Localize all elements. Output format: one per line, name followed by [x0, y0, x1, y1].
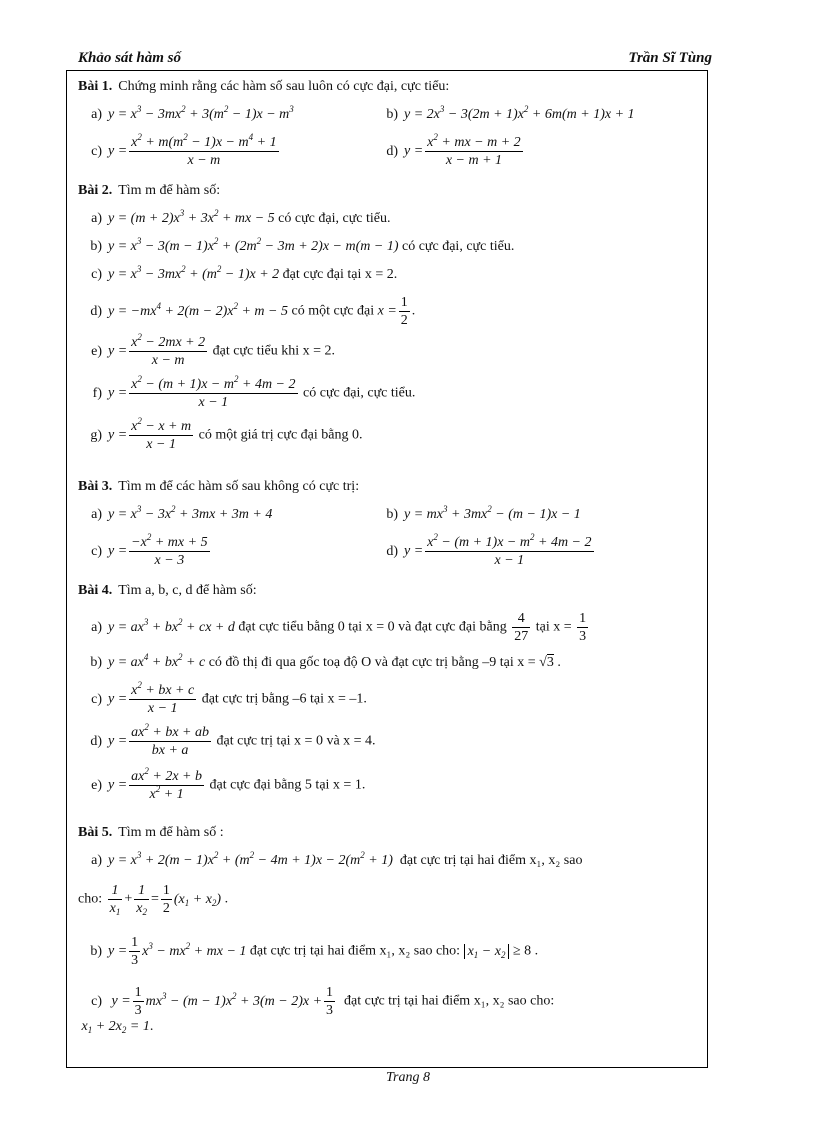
bai4-c: c) y = $\frac{x^2 + bx + c}{x - 1}$ đạt cực trị bằng –6 tại x = –1. [91, 680, 367, 716]
header-title: Khảo sát hàm số [78, 50, 181, 66]
bai4-d: d) y = $\frac{ax^2 + bx + ab}{bx + a}$ đạt cực trị tại x = 0 và x = 4. [90, 722, 376, 758]
bai5-b: b) y = $\frac{1}{3}$ $x^3 - mx^2$ + mx − 1 đạt cực trị tại hai điểm x₁, x₂ sao cho: $x_1 - x_2 \ge 8$ . [90, 935, 539, 968]
bai2-b: b) $y = x^3 - 3(m - 1)x^2 + (2m^2 - 3m + 2)x - m(m - 1)$ có cực đại, cực tiểu. [90, 236, 515, 254]
header-author: Trần Sĩ Tùng [628, 50, 712, 66]
bai3-ab: a) $y = x^3 - 3x^2 + 3mx + 3m + 4$ b) $y = mx^3 + 3mx^2 - (m - 1)x - 1$ [91, 504, 581, 522]
bai3-cd: c) y = $\frac{-x^2 + mx + 5}{x - 3}$ d) y = $\frac{x^2 - (m + 1)x - m^2 + 4m - 2}{x - 1}$ [91, 532, 592, 568]
bai2-f: f) y = $\frac{x^2 - (m + 1)x - m^2 + 4m - 2}{x - 1}$ có cực đại, cực tiểu. [92, 374, 416, 410]
bai5-a: a) $y = x^3 + 2(m - 1)x^2 + (m^2 - 4m + 1)x - 2(m^2 + 1)$ đạt cực trị tại hai điểm x₁, x₂ sao [91, 850, 583, 868]
bai2-e: e) y = $\frac{x^2 - 2mx + 2}{x - m}$ đạt cực tiểu khi x = 2. [91, 332, 336, 368]
bai2-heading: Bài 2. Tìm m để hàm số: [78, 183, 221, 198]
bai4-a: a) $y = ax^3 + bx^2$ + cx + d đạt cực tiểu bằng 0 tại x = 0 và đạt cực đại bằng $\frac{4}{27}$ tại x = $\frac{1}{3}$ [91, 611, 587, 644]
bai5-c-condition: $x_1 + 2x_2 = 1$. [78, 1019, 154, 1035]
bai2-g: g) y = $\frac{x^2 - x + m}{x - 1}$ có một giá trị cực đại bằng 0. [90, 416, 363, 452]
bai2-a: a) $y = (m + 2)x^3 + 3x^2$ + mx − 5 có cực đại, cực tiểu. [91, 208, 391, 226]
bai2-c: c) $y = x^3 - 3mx^2 + (m^2 - 1)x + 2$ đạt cực đại tại x = 2. [91, 264, 398, 282]
bai4-e: e) y = $\frac{ax^2 + 2x + b}{x^2 + 1}$ đạt cực đại bằng 5 tại x = 1. [91, 766, 366, 802]
bai3-heading: Bài 3. Tìm m để các hàm số sau không có cực trị: [78, 479, 360, 494]
bai2-d: d) $y = -mx^4 + 2(m - 2)x^2 + m - 5$ có một cực đại x = $\frac{1}{2}$ . [90, 295, 416, 328]
bai5-c: c) y = $\frac{1}{3}$ $mx^3 - (m - 1)x^2 + 3(m - 2)x$ + $\frac{1}{3}$ đạt cực trị tại hai điểm x₁, x₂ sao cho: [91, 985, 555, 1018]
bai4-heading: Bài 4. Tìm a, b, c, d để hàm số: [78, 583, 257, 598]
bai1-ab: a) $y = x^3 - 3mx^2 + 3(m^2 - 1)x - m^3$ b) $y = 2x^3 - 3(2m + 1)x^2 + 6m(m + 1)x + 1$ [91, 104, 635, 122]
bai5-heading: Bài 5. Tìm m để hàm số : [78, 825, 224, 840]
bai4-b: b) $y = ax^4 + bx^2 + c$ có đồ thị đi qua gốc toạ độ O và đạt cực trị bằng –9 tại x = √3 . [90, 652, 561, 670]
page-number: Trang 8 [386, 1070, 430, 1085]
bai5-a-condition: cho: $\frac{1}{x_1}$ + $\frac{1}{x_2}$ = $\frac{1}{2}$ $(x_1 + x_2)$ . [78, 883, 229, 917]
bai1-heading: Bài 1. Chứng minh rằng các hàm số sau luôn có cực đại, cực tiểu: [78, 79, 450, 94]
bai1-cd: c) y = $\frac{x^2 + m(m^2 - 1)x - m^4 + 1}{x - m}$ d) y = $\frac{x^2 + mx - m + 2}{x - m + 1}$ [91, 132, 521, 168]
